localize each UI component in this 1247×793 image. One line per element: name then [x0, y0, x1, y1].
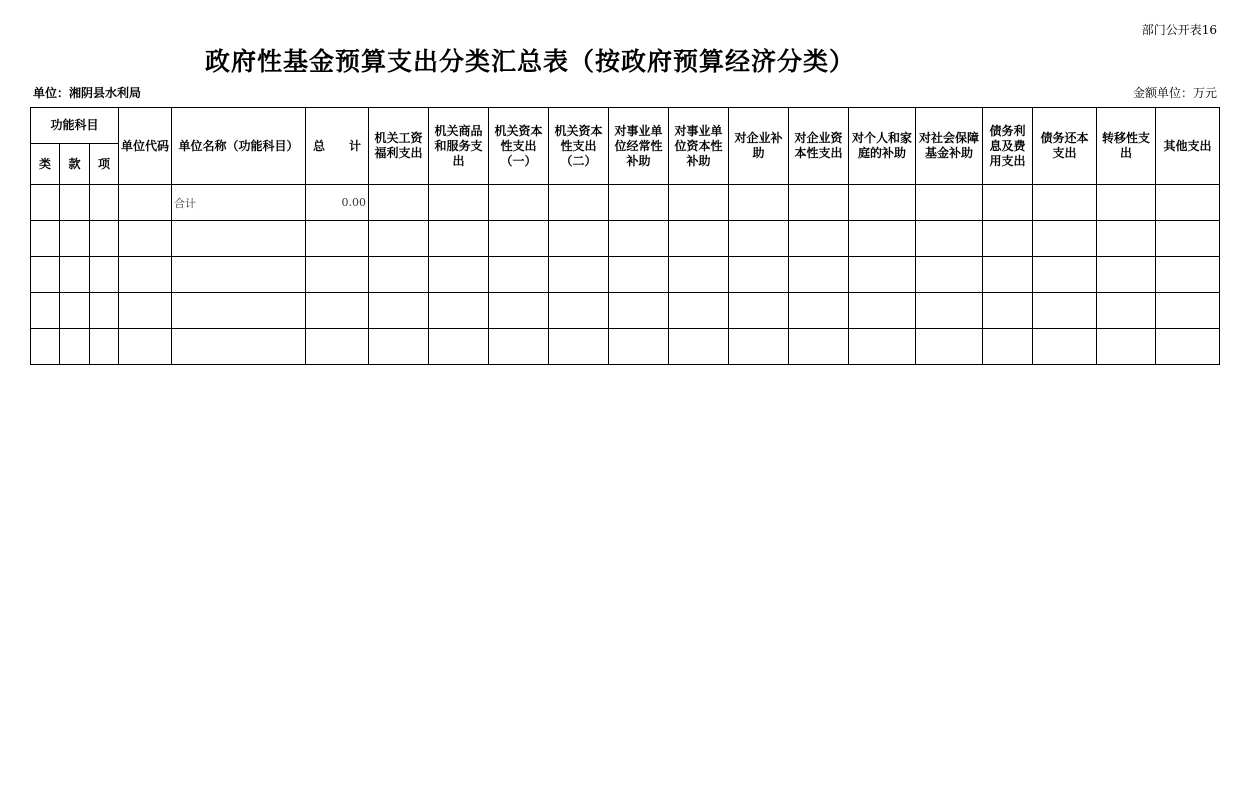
table-cell	[1097, 329, 1156, 365]
col-header: 对事业单位经常性补助	[609, 108, 669, 185]
table-cell	[369, 293, 429, 329]
table-cell-total	[306, 221, 369, 257]
table-cell-total	[306, 293, 369, 329]
table-cell	[60, 257, 90, 293]
table-cell	[789, 257, 849, 293]
table-cell	[1033, 257, 1097, 293]
table-cell	[31, 329, 60, 365]
table-cell	[369, 221, 429, 257]
col-header: 债务利息及费用支出	[983, 108, 1033, 185]
table-cell	[983, 221, 1033, 257]
table-cell	[1156, 257, 1220, 293]
table-cell	[60, 221, 90, 257]
table-cell	[429, 329, 489, 365]
table-cell	[549, 257, 609, 293]
table-row	[31, 257, 1220, 293]
table-cell	[119, 185, 172, 221]
function-subject-header: 功能科目	[31, 108, 119, 144]
table-cell	[1156, 221, 1220, 257]
table-cell	[119, 221, 172, 257]
table-cell	[90, 221, 119, 257]
table-cell	[90, 185, 119, 221]
table-cell	[1097, 257, 1156, 293]
table-cell	[669, 185, 729, 221]
table-row	[31, 221, 1220, 257]
table-cell-name	[172, 293, 306, 329]
table-cell	[489, 185, 549, 221]
table-cell	[119, 329, 172, 365]
table-cell	[60, 329, 90, 365]
table-cell	[60, 293, 90, 329]
table-cell	[609, 185, 669, 221]
table-cell-name	[172, 221, 306, 257]
table-cell-total	[306, 329, 369, 365]
col-header: 机关工资福利支出	[369, 108, 429, 185]
col-header: 对社会保障基金补助	[916, 108, 983, 185]
table-cell	[1033, 185, 1097, 221]
table-cell	[549, 185, 609, 221]
table-cell	[916, 293, 983, 329]
table-cell	[119, 257, 172, 293]
amount-unit-label: 金额单位：万元	[1132, 86, 1217, 100]
table-cell	[369, 329, 429, 365]
table-cell	[609, 221, 669, 257]
table-cell	[489, 257, 549, 293]
col-header: 机关商品和服务支出	[429, 108, 489, 185]
table-cell	[729, 221, 789, 257]
table-cell	[669, 329, 729, 365]
col-header: 对企业资本性支出	[789, 108, 849, 185]
header-row	[31, 108, 1220, 144]
col-header: 机关资本性支出（二）	[549, 108, 609, 185]
table-cell	[609, 293, 669, 329]
table-cell	[31, 185, 60, 221]
table-cell	[916, 257, 983, 293]
col-header: 机关资本性支出（一）	[489, 108, 549, 185]
expenditure-summary-table	[30, 107, 1220, 365]
table-cell	[90, 329, 119, 365]
table-cell	[849, 221, 916, 257]
table-cell	[789, 329, 849, 365]
table-cell	[31, 257, 60, 293]
table-cell	[983, 257, 1033, 293]
table-cell	[849, 293, 916, 329]
table-cell	[429, 293, 489, 329]
table-row	[31, 329, 1220, 365]
table-cell	[489, 329, 549, 365]
table-cell-name	[172, 257, 306, 293]
total-header: 总 计	[306, 108, 369, 185]
table-cell	[1033, 221, 1097, 257]
page-title: 政府性基金预算支出分类汇总表（按政府预算经济分类）	[204, 47, 855, 76]
table-row	[31, 185, 1220, 221]
table-cell	[729, 257, 789, 293]
col-header: 对企业补助	[729, 108, 789, 185]
table-cell	[789, 293, 849, 329]
table-cell	[983, 293, 1033, 329]
table-cell	[669, 293, 729, 329]
table-cell	[90, 293, 119, 329]
table-cell	[429, 185, 489, 221]
unit-name-header: 单位名称（功能科目）	[172, 108, 306, 185]
category-header: 类	[31, 144, 60, 185]
col-header: 转移性支出	[1097, 108, 1156, 185]
table-row	[31, 293, 1220, 329]
table-cell	[31, 293, 60, 329]
table-cell	[1033, 329, 1097, 365]
unit-code-header: 单位代码	[119, 108, 172, 185]
table-cell	[1097, 221, 1156, 257]
table-cell-total: 0.00	[306, 185, 369, 221]
section-header: 款	[60, 144, 90, 185]
col-header: 对事业单位资本性补助	[669, 108, 729, 185]
table-cell	[119, 293, 172, 329]
form-reference-number: 部门公开表16	[1141, 23, 1217, 37]
table-cell	[31, 221, 60, 257]
table-cell	[1156, 329, 1220, 365]
table-cell	[369, 257, 429, 293]
table-cell	[729, 329, 789, 365]
col-header: 对个人和家庭的补助	[849, 108, 916, 185]
table-cell	[789, 221, 849, 257]
table-cell	[429, 257, 489, 293]
table-cell	[916, 329, 983, 365]
table-cell	[549, 221, 609, 257]
table-cell	[90, 257, 119, 293]
unit-label: 单位：湘阴县水利局	[33, 86, 142, 100]
table-cell	[669, 257, 729, 293]
table-cell	[983, 329, 1033, 365]
table-cell	[1097, 185, 1156, 221]
table-cell	[429, 221, 489, 257]
table-cell-name	[172, 329, 306, 365]
table-cell	[1156, 293, 1220, 329]
table-cell	[729, 185, 789, 221]
table-cell	[916, 185, 983, 221]
col-header: 债务还本支出	[1033, 108, 1097, 185]
table-cell	[849, 257, 916, 293]
table-cell	[849, 185, 916, 221]
table-cell	[609, 257, 669, 293]
item-header: 项	[90, 144, 119, 185]
table-cell	[1033, 293, 1097, 329]
table-cell	[60, 185, 90, 221]
table-cell	[729, 293, 789, 329]
table-cell	[669, 221, 729, 257]
table-cell-name: 合计	[172, 185, 306, 221]
table-cell	[849, 329, 916, 365]
table-cell	[983, 185, 1033, 221]
col-header: 其他支出	[1156, 108, 1220, 185]
table-cell	[789, 185, 849, 221]
table-cell	[369, 185, 429, 221]
table-cell	[1156, 185, 1220, 221]
table-cell	[1097, 293, 1156, 329]
table-cell	[549, 329, 609, 365]
table-cell	[916, 221, 983, 257]
table-cell-total	[306, 257, 369, 293]
table-cell	[489, 221, 549, 257]
table-cell	[489, 293, 549, 329]
table-cell	[549, 293, 609, 329]
table-cell	[609, 329, 669, 365]
